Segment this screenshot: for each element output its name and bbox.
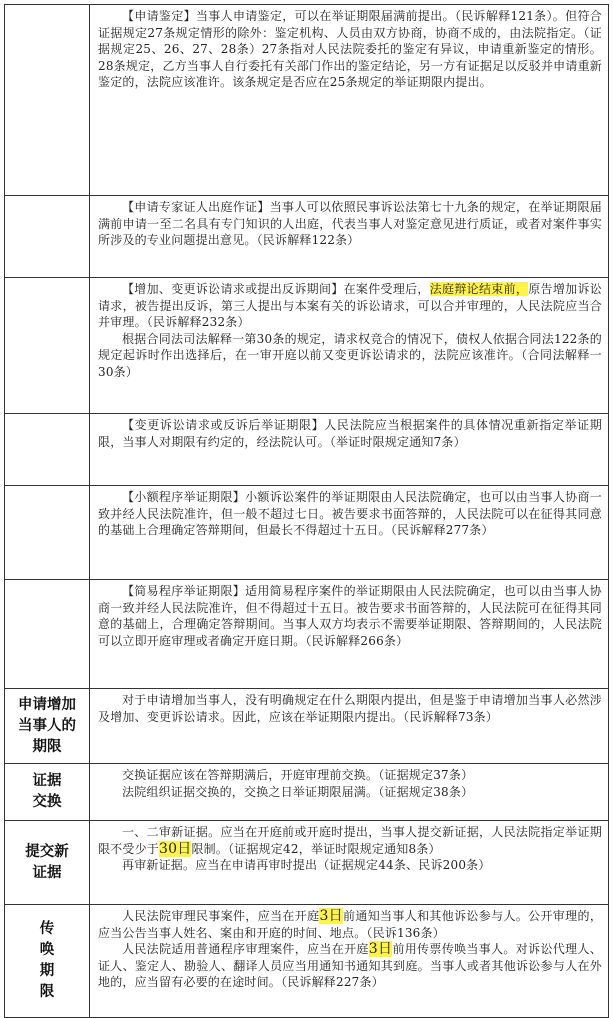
paragraph-text: 再审新证据。应当在申请再审时提出（证据规定44条、民诉200条） xyxy=(122,858,491,873)
paragraph xyxy=(98,199,602,249)
table-row xyxy=(5,764,609,821)
row-label-line: 期限 xyxy=(32,738,62,755)
paragraph xyxy=(98,824,602,857)
row-content xyxy=(90,414,609,486)
row-content xyxy=(90,196,609,278)
row-content xyxy=(90,580,609,689)
paragraph-text: 【申请专家证人出庭作证】当事人可以依照民事诉讼法第七十九条的规定，在举证期限届满前申请一至二名具有专门知识的人出庭，代表当事人对鉴定意见进行质证，或者对案件事实所涉及的专业问题提出意见。（民诉解释122条） xyxy=(98,200,602,248)
row-label-line: 申请增加 xyxy=(18,696,76,713)
row-label-line: 当事人的 xyxy=(18,717,76,734)
row-label xyxy=(5,764,90,821)
highlighted-text: 3日 xyxy=(368,941,393,958)
row-content xyxy=(90,486,609,580)
paragraph xyxy=(98,489,602,539)
table-row xyxy=(5,196,609,278)
paragraph-text: 【变更诉讼请求或反诉后举证期限】人民法院应当根据案件的具体情况重新指定举证期限，当事人对期限有约定的，经法院认可。（举证时限规定通知7条） xyxy=(98,418,602,449)
paragraph-text: 人民法院审理民事案件，应当在开庭 xyxy=(122,909,320,923)
paragraph xyxy=(98,908,602,941)
row-content xyxy=(90,5,609,196)
paragraph-text: 前用传票传唤当事人。对诉讼代理人、证人、鉴定人、勘验人、翻译人员应当用通知书通知其到庭。当事人或者其他诉讼参与人在外地的，应当留有必要的在途时间。（民诉解释227条） xyxy=(98,942,602,990)
paragraph-text: 人民法院适用普通程序审理案件，应当在开庭 xyxy=(122,942,369,957)
row-label xyxy=(5,278,90,414)
paragraph-text: 对于申请增加当事人，没有明确规定在什么期限内提出，但是鉴于申请增加当事人必然涉及增加、变更诉讼请求。因此，应该在举证期限内提出。（民诉解释73条） xyxy=(98,693,602,724)
table-row xyxy=(5,5,609,196)
table-row xyxy=(5,905,609,1018)
table-row xyxy=(5,580,609,689)
paragraph xyxy=(98,784,602,801)
table-row xyxy=(5,821,609,905)
row-label xyxy=(5,905,90,1018)
highlighted-text: 30日 xyxy=(159,840,192,857)
row-label-line: 证据 xyxy=(32,773,62,789)
paragraph xyxy=(98,857,602,874)
row-label xyxy=(5,414,90,486)
paragraph-text: 前通知当事人和其他诉讼参与人。公开审理的，应当公告当事人姓名、案由和开庭的时间、地点。（民诉136条） xyxy=(98,909,603,940)
paragraph-text: 【增加、变更诉讼请求或提出反诉期间】在案件受理后， xyxy=(122,282,430,296)
row-content xyxy=(90,764,609,821)
row-label xyxy=(5,5,90,196)
row-label-line: 期 xyxy=(39,963,55,979)
table-row xyxy=(5,414,609,486)
paragraph xyxy=(98,8,602,91)
table-row xyxy=(5,278,609,414)
row-label-line: 证据 xyxy=(32,864,62,881)
paragraph xyxy=(98,281,602,331)
row-label-line: 唤 xyxy=(39,942,55,958)
paragraph xyxy=(98,692,602,725)
paragraph-text: 【小额程序举证期限】小额诉讼案件的举证期限由人民法院确定，也可以由当事人协商一致并经人民法院准许，但一般不超过七日。被告要求书面答辩的，人民法院可以在征得其同意的基础上合理确定答辩期间，但最长不得超过十五日。（民诉解释277条） xyxy=(98,490,602,538)
paragraph-text: 根据合同法司法解释一第30条的规定，请求权竞合的情况下，债权人依据合同法122条的规定起诉时作出选择后，在一审开庭以前又变更诉讼请求的，法院应该准许。（合同法解释一30条） xyxy=(98,331,602,379)
deadline-table xyxy=(4,4,609,1018)
paragraph-text: 【申请鉴定】当事人申请鉴定，可以在举证期限届满前提出。（民诉解释121条）。但符合证据规定27条规定情形的除外：鉴定机构、人员由双方协商，协商不成的，由法院指定。（证据规定25、26、27、28条）27条指对人民法院委托的鉴定有异议，申请重新鉴定的情形。28条规定，乙方当事人自行委托有关部门作出的鉴定结论，另一方有证据足以反驳并申请重新鉴定的，法院应该准许。该条规定是否应在25条规定的举证期限内提出。 xyxy=(98,9,602,90)
highlighted-text: 法庭辩论结束前， xyxy=(429,282,529,296)
row-label-line: 限 xyxy=(39,984,55,1000)
row-content xyxy=(90,821,609,905)
table-row xyxy=(5,689,609,764)
paragraph xyxy=(98,331,602,381)
row-content xyxy=(90,689,609,764)
paragraph-text: 一、二审新证据。应当在开庭前或开庭时提出，当事人提交新证据，人民法院指定举证期限不受少于 xyxy=(98,825,602,856)
row-content xyxy=(90,278,609,414)
table-row xyxy=(5,486,609,580)
row-label xyxy=(5,486,90,580)
row-content xyxy=(90,905,609,1018)
paragraph-text: 限制。（证据规定42，举证时限规定通知8条） xyxy=(191,841,441,856)
row-label xyxy=(5,821,90,905)
row-label xyxy=(5,196,90,278)
row-label xyxy=(5,580,90,689)
row-label-line: 传 xyxy=(39,921,55,937)
paragraph-text: 法院组织证据交换的，交换之日举证期限届满。（证据规定38条） xyxy=(122,784,474,799)
paragraph xyxy=(98,583,602,649)
paragraph-text: 交换证据应该在答辩期满后，开庭审理前交换。（证据规定37条） xyxy=(122,768,474,782)
paragraph-text: 【简易程序举证期限】适用简易程序案件的举证期限由人民法院确定，也可以由当事人协商一致并经人民法院准许，但不得超过十五日。被告要求书面答辩的，人民法院可在征得其同意的基础上，合理确定答辩期间。当事人双方均表示不需要举证期限、答辩期间的，人民法院可以立即开庭审理或者确定开庭日期。（民诉解释266条） xyxy=(98,584,602,648)
paragraph-text: 原告增加诉讼请求，被告提出反诉，第三人提出与本案有关的诉讼请求，可以合并审理的，人民法院应当合并审理。（民诉解释232条） xyxy=(98,282,602,330)
paragraph xyxy=(98,767,602,784)
highlighted-text: 3日 xyxy=(319,908,344,924)
paragraph xyxy=(98,417,602,450)
row-label-line: 交换 xyxy=(32,794,62,810)
row-label-line: 提交新 xyxy=(25,843,69,860)
row-label xyxy=(5,689,90,764)
paragraph xyxy=(98,941,602,991)
